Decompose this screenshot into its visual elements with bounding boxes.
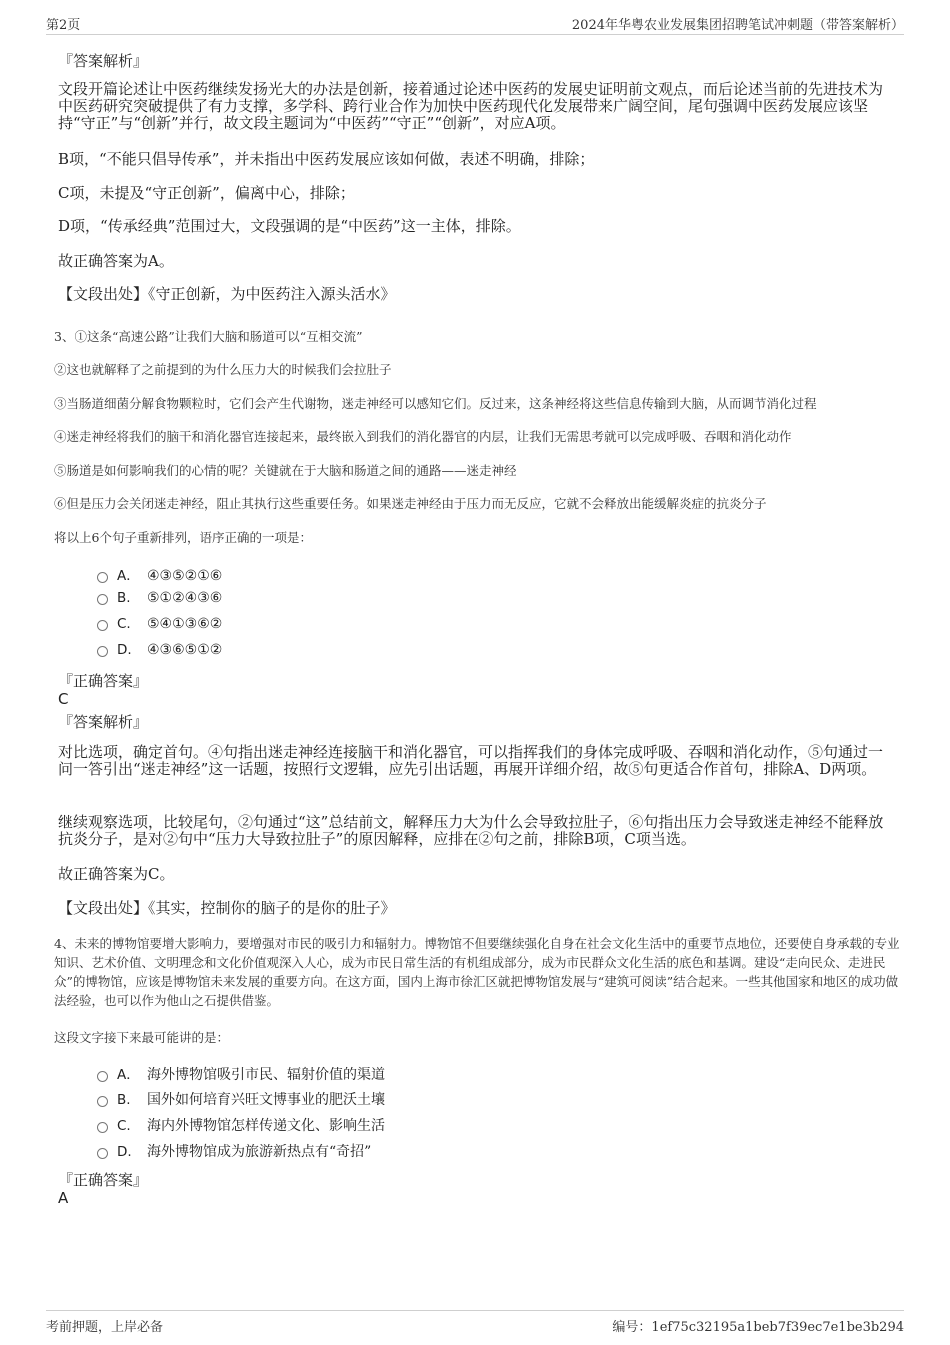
- q4-option-a[interactable]: A． 海外博物馆吸引市民、辐射价值的渠道: [97, 1063, 385, 1083]
- q4-answer-label: 『正确答案』: [58, 1171, 149, 1189]
- radio-icon[interactable]: [97, 572, 108, 583]
- q3-prompt: 将以上6个句子重新排列，语序正确的一项是：: [54, 530, 312, 545]
- radio-icon[interactable]: [97, 1096, 108, 1107]
- document-title: 2024年华粤农业发展集团招聘笔试冲刺题（带答案解析）: [571, 18, 904, 33]
- q3-option-c[interactable]: C. ⑤④①③⑥②: [97, 616, 222, 636]
- page-number: 第2页: [46, 18, 81, 33]
- q3-sentence-5: ⑤肠道是如何影响我们的心情的呢？关键就在于大脑和肠道之间的通路——迷走神经: [54, 463, 517, 478]
- q3-answer: C: [58, 690, 69, 708]
- q3-option-d[interactable]: D. ④③⑥⑤①②: [97, 642, 222, 662]
- q3-sentence-1: 3、①这条“高速公路”让我们大脑和肠道可以“互相交流”: [54, 329, 363, 344]
- q3-answer-label: 『正确答案』: [58, 672, 149, 690]
- q3-option-b[interactable]: B. ⑤①②④③⑥: [97, 590, 222, 610]
- q3-analysis-label: 『答案解析』: [58, 713, 149, 731]
- radio-icon[interactable]: [97, 1071, 108, 1082]
- radio-icon[interactable]: [97, 620, 108, 631]
- q4-stem: 4、未来的博物馆要增大影响力，要增强对市民的吸引力和辐射力。博物馆不但要继续强化自身在社会文化生活中的重要节点地位，还要使自身承载的专业知识、艺术价值、文明理念和文化价值观深入人心，成为市民日常生活的有机组成部分，成为市民群众文化生活的底色和基调。建设“走向民众、走进民众”的博物馆，应该是博物馆未来发展的重要方向。在这方面，国内上海市徐汇区就把博物馆发展与“建筑可阅读”结合起来。一些其他国家和地区的成功做法经验，也可以作为他山之石提供借鉴。: [54, 936, 900, 1008]
- q3-sentence-3: ③当肠道细菌分解食物颗粒时，它们会产生代谢物，迷走神经可以感知它们。反过来，这条神经将这些信息传输到大脑，从而调节消化过程: [54, 396, 817, 411]
- q4-answer: A: [58, 1189, 69, 1207]
- q2-analysis-p1: 文段开篇论述让中医药继续发扬光大的办法是创新，接着通过论述中医药的发展史证明前文观点，而后论述当前的先进技术为中医药研究突破提供了有力支撑，多学科、跨行业合作为加快中医药现代化发展带来广阔空间，尾句强调中医药发展应该坚持“守正”与“创新”并行，故文段主题词为“中医药”“守正”“创新”，对应A项。: [58, 80, 884, 132]
- q2-analysis-label: 『答案解析』: [58, 52, 149, 70]
- q4-option-b[interactable]: B. 国外如何培育兴旺文博事业的肥沃土壤: [97, 1089, 385, 1109]
- q2-analysis-p2: B项，“不能只倡导传承”，并未指出中医药发展应该如何做，表述不明确，排除；: [58, 150, 595, 168]
- footer-slogan: 考前押题，上岸必备: [46, 1320, 164, 1335]
- radio-icon[interactable]: [97, 1148, 108, 1159]
- q2-analysis-p3: C项，未提及“守正创新”，偏离中心，排除；: [58, 184, 355, 202]
- q2-answer-summary: 故正确答案为A。: [58, 252, 174, 270]
- q4-option-c[interactable]: C. 海内外博物馆怎样传递文化、影响生活: [97, 1115, 385, 1135]
- q3-answer-summary: 故正确答案为C。: [58, 865, 175, 883]
- q3-sentence-2: ②这也就解释了之前提到的为什么压力大的时候我们会拉肚子: [54, 362, 392, 377]
- q3-analysis-p1: 对比选项，确定首句。④句指出迷走神经连接脑干和消化器官，可以指挥我们的身体完成呼吸、吞咽和消化动作，⑤句通过一问一答引出“迷走神经”这一话题，按照行文逻辑，应先引出话题，再展开详细介绍，故⑤句更适合作首句，排除A、D两项。: [58, 743, 884, 778]
- radio-icon[interactable]: [97, 646, 108, 657]
- radio-icon[interactable]: [97, 1122, 108, 1133]
- q2-source: 【文段出处】《守正创新，为中医药注入源头活水》: [58, 285, 396, 303]
- q3-sentence-4: ④迷走神经将我们的脑干和消化器官连接起来，最终嵌入到我们的消化器官的内层，让我们无需思考就可以完成呼吸、吞咽和消化动作: [54, 429, 792, 444]
- document-id: 编号：1ef75c32195a1beb7f39ec7e1be3b294: [612, 1320, 904, 1335]
- q3-option-a[interactable]: A． ④③⑤②①⑥: [97, 564, 222, 584]
- page-header: [46, 14, 904, 35]
- page-footer: [46, 1310, 904, 1337]
- q3-sentence-6: ⑥但是压力会关闭迷走神经，阻止其执行这些重要任务。如果迷走神经由于压力而无反应，它就不会释放出能缓解炎症的抗炎分子: [54, 496, 767, 511]
- q4-option-d[interactable]: D. 海外博物馆成为旅游新热点有“奇招”: [97, 1141, 371, 1161]
- q4-prompt: 这段文字接下来最可能讲的是：: [54, 1030, 230, 1045]
- q2-analysis-p4: D项，“传承经典”范围过大，文段强调的是“中医药”这一主体，排除。: [58, 217, 521, 235]
- q3-analysis-p2: 继续观察选项，比较尾句，②句通过“这”总结前文，解释压力大为什么会导致拉肚子，⑥句指出压力会导致迷走神经不能释放抗炎分子，是对②句中“压力大导致拉肚子”的原因解释，应排在②句之前，排除B项，C项当选。: [58, 813, 884, 848]
- radio-icon[interactable]: [97, 594, 108, 605]
- q3-source: 【文段出处】《其实，控制你的脑子的是你的肚子》: [58, 899, 396, 917]
